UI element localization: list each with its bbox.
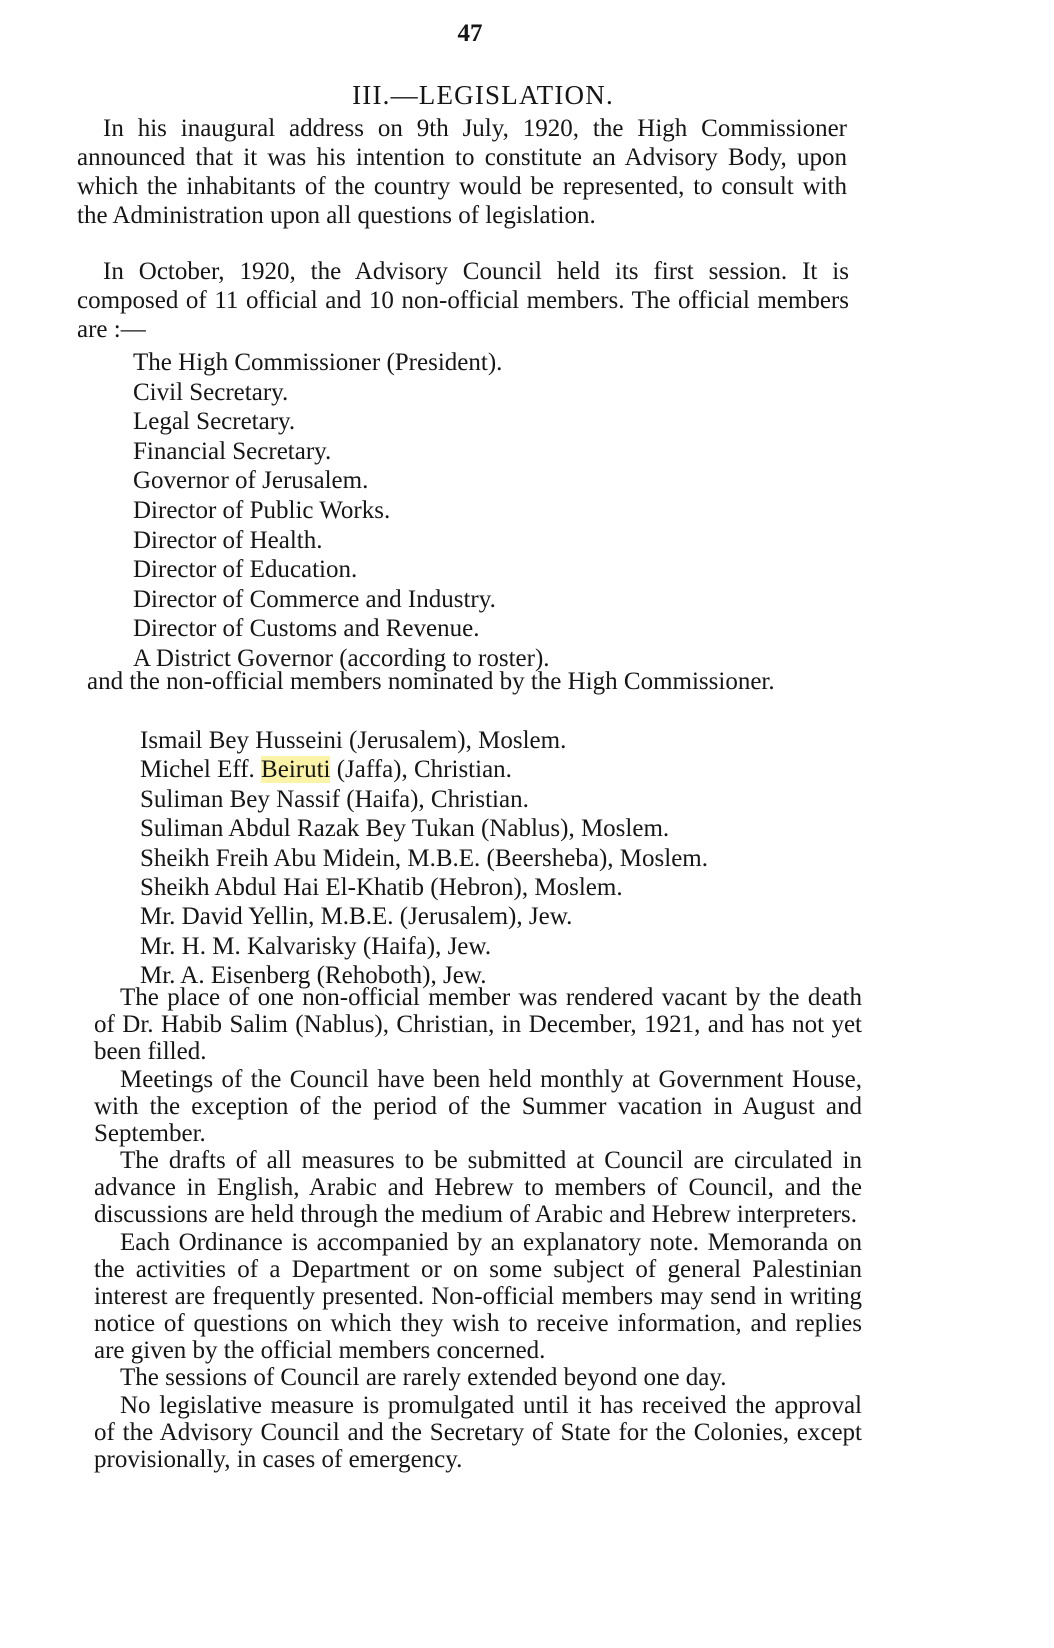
list-item: Director of Commerce and Industry. xyxy=(133,585,496,613)
list-item: Mr. David Yellin, M.B.E. (Jerusalem), Jew. xyxy=(140,903,573,931)
list-item: Mr. H. M. Kalvarisky (Haifa), Jew. xyxy=(140,932,492,960)
list-item: Civil Secretary. xyxy=(133,378,289,406)
list-item: Mr. A. Eisenberg (Rehoboth), Jew. xyxy=(140,962,487,990)
list-item: Director of Customs and Revenue. xyxy=(133,615,480,643)
nonofficial-intro: and the non-official members nominated by the High Commissioner. xyxy=(87,668,775,695)
list-item: Financial Secretary. xyxy=(133,437,332,465)
list-item: Director of Public Works. xyxy=(133,496,391,524)
nonofficial-members-list xyxy=(140,726,708,991)
list-item: A District Governor (according to roster). xyxy=(133,644,550,672)
list-item: Suliman Bey Nassif (Haifa), Christian. xyxy=(140,785,529,813)
list-item: The High Commissioner (President). xyxy=(133,349,503,376)
drafts-paragraph: The drafts of all measures to be submitted at Council are circulated in advance in English, Arabic and Hebrew to members of Council, and the discussions are held through the medium of Arabic and Hebrew interpreters. xyxy=(94,1147,862,1229)
vacancy-paragraph: The place of one non-official member was rendered vacant by the death of Dr. Habib Salim (Nablus), Christian, in December, 1921, and has not yet been filled. xyxy=(94,984,862,1065)
member-name-prefix: Michel Eff. xyxy=(140,756,262,784)
list-item: Ismail Bey Husseini (Jerusalem), Moslem. xyxy=(140,727,567,754)
sessions-paragraph: The sessions of Council are rarely extended beyond one day. xyxy=(120,1364,727,1392)
list-item: Director of Health. xyxy=(133,526,323,554)
list-item xyxy=(140,755,708,784)
list-item: Sheikh Freih Abu Midein, M.B.E. (Beersheba), Moslem. xyxy=(140,844,708,872)
member-name-suffix: (Jaffa), Christian. xyxy=(330,756,512,784)
list-item: Legal Secretary. xyxy=(133,408,296,436)
list-item: Sheikh Abdul Hai El-Khatib (Hebron), Moslem. xyxy=(140,873,623,901)
highlighted-name: Beiruti xyxy=(261,756,331,784)
list-item: Suliman Abdul Razak Bey Tukan (Nablus), Moslem. xyxy=(140,815,670,843)
intro-paragraph: In his inaugural address on 9th July, 1920, the High Commissioner announced that it was his intention to constitute an Advisory Body, upon which the inhabitants of the country would be represented, to consult with the Administration upon all questions of legislation. xyxy=(77,115,847,229)
page-number: 47 xyxy=(457,20,483,47)
official-members-list xyxy=(133,348,550,674)
section-heading: III.—LEGISLATION. xyxy=(352,80,614,110)
list-item: Director of Education. xyxy=(133,556,358,584)
ordinance-paragraph: Each Ordinance is accompanied by an explanatory note. Memoranda on the activities of a Department or on some subject of general Palestinian interest are frequently presented. Non-official members may send in writing notice of questions on which they wish to receive information, and replies are given by the official members concerned. xyxy=(94,1228,862,1364)
meetings-paragraph: Meetings of the Council have been held monthly at Government House, with the exception of the period of the Summer vacation in August and September. xyxy=(94,1065,862,1147)
council-paragraph: In October, 1920, the Advisory Council held its first session. It is composed of 11 official and 10 non-official members. The official members are :— xyxy=(77,258,849,343)
closing-section xyxy=(94,984,862,1473)
list-item: Governor of Jerusalem. xyxy=(133,467,369,495)
approval-paragraph: No legislative measure is promulgated until it has received the approval of the Advisory Council and the Secretary of State for the Colonies, except provisionally, in cases of emergency. xyxy=(94,1391,862,1473)
